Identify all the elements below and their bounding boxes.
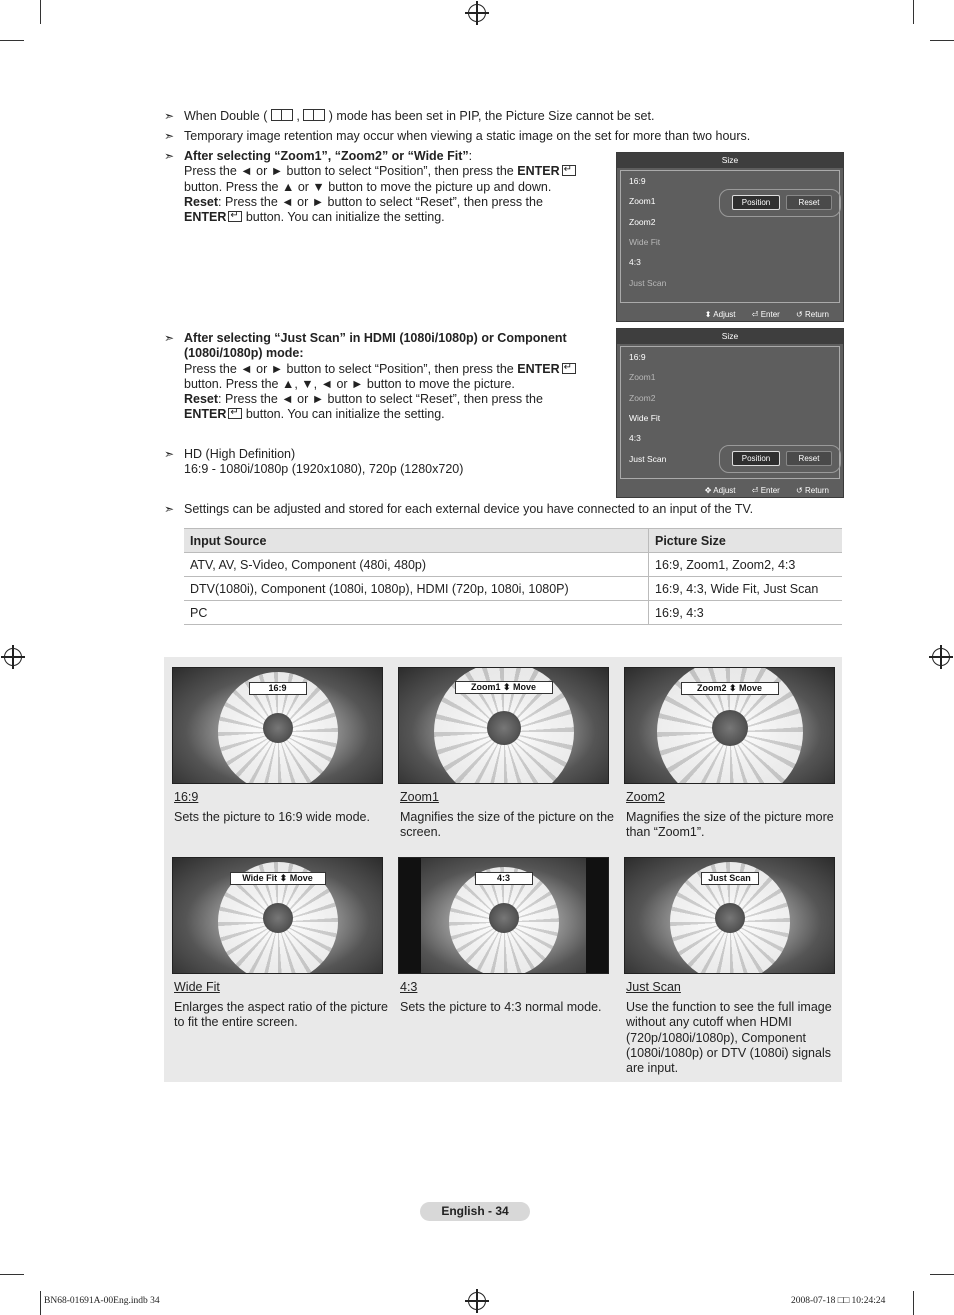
crop-mark [913, 1291, 914, 1315]
enter-icon [562, 165, 576, 176]
return-label: Return [804, 486, 829, 495]
adjust-icon: ⬍ [704, 310, 712, 319]
enter-label: ENTER [184, 407, 227, 422]
note-pip-double [164, 109, 654, 124]
reset-button[interactable]: Reset [786, 451, 832, 466]
note-text: Press the ◄ or ► button to select “Position”, then press the [184, 361, 514, 376]
registration-mark-icon [4, 648, 22, 666]
mode-osd-label: Wide Fit ⬍ Move [230, 872, 326, 885]
note-hd-definition [164, 447, 463, 478]
note-text: Press the ◄ or ► button to select “Position”, then press the [184, 164, 514, 179]
pillarbox-right [586, 858, 608, 973]
table-cell: PC [184, 601, 649, 625]
table-header-row [184, 529, 842, 553]
note-text: HD (High Definition) [184, 447, 296, 461]
mode-osd-label: Zoom2 ⬍ Move [681, 682, 779, 695]
position-button[interactable]: Position [732, 195, 780, 210]
crop-mark [0, 40, 24, 41]
enter-label: Enter [760, 310, 780, 319]
adjust-label: Adjust [713, 310, 736, 319]
note-text: button. You can initialize the setting. [245, 210, 445, 225]
enter-label: Enter [760, 486, 780, 495]
note-text: ) mode has been set in PIP, the Picture Size cannot be set. [328, 109, 655, 123]
note-text: : Press the ◄ or ► button to select “Reset”, then press the [218, 194, 543, 209]
table-header: Picture Size [649, 529, 843, 553]
mode-description: Magnifies the size of the picture more than “Zoom1”. [626, 810, 834, 840]
flower-center [489, 903, 519, 933]
return-icon: ↺ [796, 310, 803, 319]
osd-item[interactable]: 4:3 [629, 257, 641, 267]
osd-item[interactable]: Just Scan [629, 278, 667, 288]
osd-item[interactable]: Zoom2 [629, 217, 656, 227]
note-zoom-position: ➣ After selecting “Zoom1”, “Zoom2” or “Wide Fit”: Press the ◄ or ► button to select “Position”, then press the ENTER↵ button. Press the ▲ or ▼ button to move the picture up and down. Reset: Press the ◄ or ► button to select “Reset”, then press the ENTER↵ button. You can initialize the setting. [164, 149, 604, 225]
adjust-icon: ✥ [704, 486, 712, 495]
position-reset-control [719, 445, 841, 473]
note-arrow-icon: ➣ [164, 331, 175, 345]
note-text: button. You can initialize the setting. [245, 407, 445, 422]
table-cell: 16:9, 4:3, Wide Fit, Just Scan [649, 577, 843, 601]
mode-title: Zoom1 [400, 790, 439, 804]
note-arrow-icon: ➣ [164, 447, 175, 461]
osd-title: Size [617, 153, 843, 168]
note-text: 16:9 - 1080i/1080p (1920x1080), 720p (1280x720) [184, 462, 464, 477]
mode-title: 4:3 [400, 980, 418, 994]
flower-center [263, 903, 293, 933]
enter-label: ENTER [517, 164, 560, 179]
osd-title: Size [617, 329, 843, 344]
crop-mark [0, 1274, 24, 1275]
note-arrow-icon: ➣ [164, 502, 175, 516]
osd-list [620, 346, 840, 479]
size-menu-zoom [616, 152, 844, 322]
reset-label: Reset [184, 194, 219, 209]
registration-mark-icon [468, 1292, 486, 1310]
flower-center [712, 710, 748, 746]
flower-center [487, 711, 521, 745]
mode-image-16-9 [172, 667, 383, 784]
osd-footer [691, 310, 829, 319]
flower-center [263, 713, 293, 743]
mode-osd-label: Zoom1 ⬍ Move [455, 681, 553, 694]
input-source-table [184, 528, 842, 625]
note-text: Temporary image retention may occur when viewing a static image on the set for more than two hours. [184, 129, 751, 143]
flower-center [715, 903, 745, 933]
table-row [184, 553, 842, 577]
enter-icon: ⏎ [751, 486, 759, 495]
table-cell: 16:9, 4:3 [649, 601, 843, 625]
double-mode-icon [271, 109, 293, 121]
table-row [184, 577, 842, 601]
crop-mark [40, 0, 41, 24]
note-text: : Press the ◄ or ► button to select “Reset”, then press the [218, 392, 543, 407]
mode-osd-label: 4:3 [475, 872, 533, 885]
mode-image-zoom1 [398, 667, 609, 784]
mode-description: Use the function to see the full image without any cutoff when HDMI (720p/1080i/1080p), Component (1080i/1080p) or DTV (1080i) signals are input. [626, 1000, 832, 1076]
enter-label: ENTER [517, 361, 560, 376]
mode-description: Enlarges the aspect ratio of the picture to fit the entire screen. [174, 1000, 389, 1030]
osd-list [620, 170, 840, 303]
mode-image-wide-fit [172, 857, 383, 974]
mode-title: Zoom2 [626, 790, 665, 804]
enter-icon [228, 211, 242, 222]
osd-item[interactable]: 16:9 [629, 352, 646, 362]
mode-image-zoom2 [624, 667, 835, 784]
note-arrow-icon: ➣ [164, 149, 175, 163]
crop-mark [40, 1291, 41, 1315]
mode-image-4-3 [398, 857, 609, 974]
note-text: , [296, 109, 300, 123]
enter-icon [228, 408, 242, 419]
enter-label: ENTER [184, 210, 227, 225]
mode-title: Just Scan [626, 980, 681, 994]
osd-item-selected[interactable]: Just Scan [629, 454, 667, 464]
return-icon: ↺ [796, 486, 803, 495]
print-file-label: BN68-01691A-00Eng.indb 34 [44, 1296, 160, 1306]
table-cell: DTV(1080i), Component (1080i, 1080p), HDMI (720p, 1080i, 1080P) [184, 577, 649, 601]
enter-icon [562, 363, 576, 374]
mode-description: Sets the picture to 4:3 normal mode. [400, 1000, 602, 1014]
registration-mark-icon [468, 4, 486, 22]
note-heading: After selecting “Zoom1”, “Zoom2” or “Wide Fit” [184, 149, 469, 163]
note-just-scan-position [164, 331, 604, 423]
note-arrow-icon: ➣ [164, 109, 175, 123]
mode-description: Magnifies the size of the picture on the screen. [400, 810, 615, 840]
mode-title: Wide Fit [174, 980, 220, 994]
table-cell: ATV, AV, S-Video, Component (480i, 480p) [184, 553, 649, 577]
osd-item[interactable]: 16:9 [629, 176, 646, 186]
registration-mark-icon [932, 648, 950, 666]
table-row [184, 601, 842, 625]
table-header: Input Source [184, 529, 649, 553]
page-number-badge: English - 34 [420, 1202, 530, 1221]
osd-item[interactable]: Wide Fit [629, 413, 661, 423]
mode-description: Sets the picture to 16:9 wide mode. [174, 810, 370, 824]
mode-image-just-scan [624, 857, 835, 974]
adjust-label: Adjust [713, 486, 736, 495]
reset-button[interactable]: Reset [786, 195, 832, 210]
mode-osd-label: 16:9 [249, 682, 307, 695]
note-image-retention [164, 129, 750, 144]
position-button[interactable]: Position [732, 451, 780, 466]
note-text: button. Press the ▲, ▼, ◄ or ► button to move the picture. [184, 376, 515, 391]
return-label: Return [804, 310, 829, 319]
osd-item[interactable]: Zoom2 [629, 393, 656, 403]
note-arrow-icon: ➣ [164, 129, 175, 143]
table-cell: 16:9, Zoom1, Zoom2, 4:3 [649, 553, 843, 577]
note-heading: After selecting “Just Scan” in HDMI (1080i/1080p) or Component [184, 331, 567, 345]
note-heading: (1080i/1080p) mode: [184, 346, 304, 361]
osd-item[interactable]: Zoom1 [629, 372, 656, 382]
reset-label: Reset [184, 392, 219, 407]
crop-mark [913, 0, 914, 24]
note-text: When Double ( [184, 109, 268, 123]
mode-title: 16:9 [174, 790, 199, 804]
mode-osd-label: Just Scan [701, 872, 759, 885]
osd-item[interactable]: 4:3 [629, 433, 641, 443]
crop-mark [930, 1274, 954, 1275]
note-external-device [164, 502, 753, 517]
osd-item-selected[interactable]: Zoom1 [629, 196, 656, 206]
double-mode-icon [303, 109, 325, 121]
print-timestamp: 2008-07-18 □□ 10:24:24 [791, 1296, 886, 1306]
osd-item[interactable]: Wide Fit [629, 237, 661, 247]
position-reset-control [719, 189, 841, 217]
pillarbox-left [399, 858, 421, 973]
osd-footer [691, 486, 829, 495]
note-text: button. Press the ▲ or ▼ button to move the picture up and down. [184, 179, 552, 194]
size-menu-just-scan [616, 328, 844, 498]
enter-icon: ⏎ [751, 310, 759, 319]
crop-mark [930, 40, 954, 41]
note-text: Settings can be adjusted and stored for each external device you have connected to an input of the TV. [184, 502, 754, 516]
